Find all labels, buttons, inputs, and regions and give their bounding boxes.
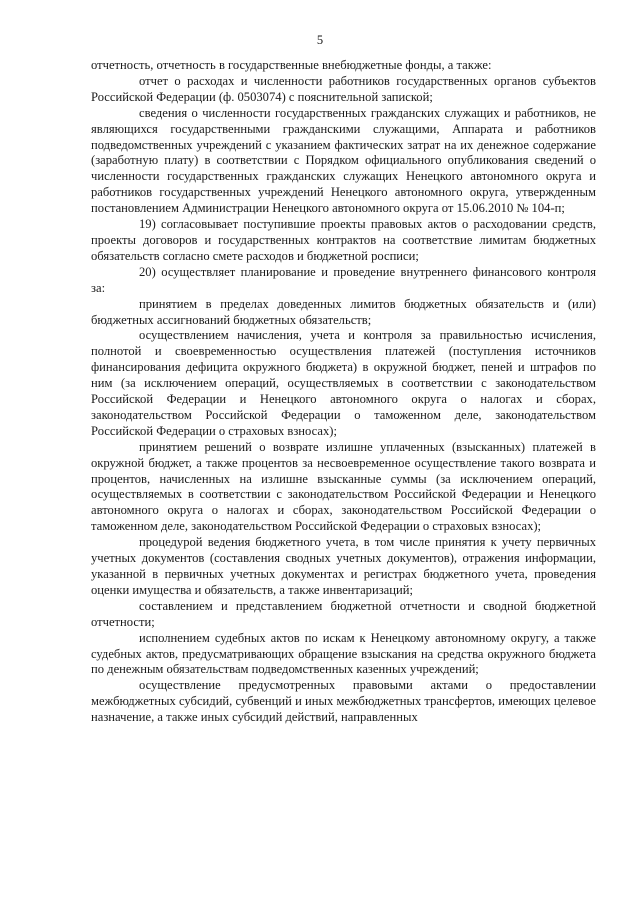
paragraph: отчет о расходах и численности работников государственных органов субъектов Российской Федерации (ф. 0503074) с пояснительной запиской; (91, 73, 596, 104)
paragraph: принятием решений о возврате излишне уплаченных (взысканных) платежей в окружной бюджет, а также процентов за несвоевременное осуществление такого возврата и процентов, начисленных на излишне взысканные суммы (за исключением операций, осуществляемых в соответствии с законодательством Российской Федерации и Ненецкого автономного округа о налогах и сборах, законодательством Российской Федерации о таможенном деле, законодательством Российской Федерации о страховых взносах); (91, 439, 596, 534)
paragraph: процедурой ведения бюджетного учета, в том числе принятия к учету первичных учетных документов (составления сводных учетных документов), отражения информации, указанной в первичных учетных документах и регистрах бюджетного учета, проведения оценки имущества и обязательств, а также инвентаризаций; (91, 535, 596, 597)
paragraph: принятием в пределах доведенных лимитов бюджетных обязательств и (или) бюджетных ассигнований бюджетных обязательств; (91, 296, 596, 327)
paragraph: составлением и представлением бюджетной отчетности и сводной бюджетной отчетности; (91, 598, 596, 629)
paragraph: осуществлением начисления, учета и контроля за правильностью исчисления, полнотой и своевременностью осуществления платежей (поступления источников финансирования дефицита окружного бюджета) в окружной бюджет, пеней и штрафов по ним (за исключением операций, осуществляемых в соответствии с законодательством Российской Федерации и Ненецкого автономного округа о налогах и сборах, законодательством Российской Федерации о таможенном деле, законодательством Российской Федерации о страховых взносах); (91, 328, 596, 438)
paragraph: отчетность, отчетность в государственные внебюджетные фонды, а также: (91, 58, 492, 72)
paragraph: исполнением судебных актов по искам к Ненецкому автономному округу, а также судебных актов, предусматривающих обращение взыскания на средства окружного бюджета по денежным обязательствам подведомственных казенных учреждений; (91, 630, 596, 677)
paragraph: осуществление предусмотренных правовыми актами о предоставлении межбюджетных субсидий, субвенций и иных межбюджетных трансфертов, имеющих целевое назначение, а также иных субсидий действий, направленных (91, 678, 596, 725)
document-body (91, 58, 596, 726)
paragraph: сведения о численности государственных гражданских служащих и работников, не являющихся государственными гражданскими служащими, Аппарата и работников подведомственных учреждений с указанием фактических затрат на их денежное содержание (заработную плату) в соответствии с Порядком официального опубликования сведений о численности государственных гражданских служащих Ненецкого автономного округа и работников государственных учреждений Ненецкого автономного округа, утвержденным постановлением Администрации Ненецкого автономного округа от 15.06.2010 № 104-п; (91, 105, 596, 216)
page-number: 5 (316, 33, 324, 47)
paragraph: 20) осуществляет планирование и проведение внутреннего финансового контроля за: (91, 264, 596, 295)
paragraph: 19) согласовывает поступившие проекты правовых актов о расходовании средств, проекты договоров и государственных контрактов на соответствие лимитам бюджетных обязательств согласно смете расходов и бюджетной росписи; (91, 217, 596, 263)
